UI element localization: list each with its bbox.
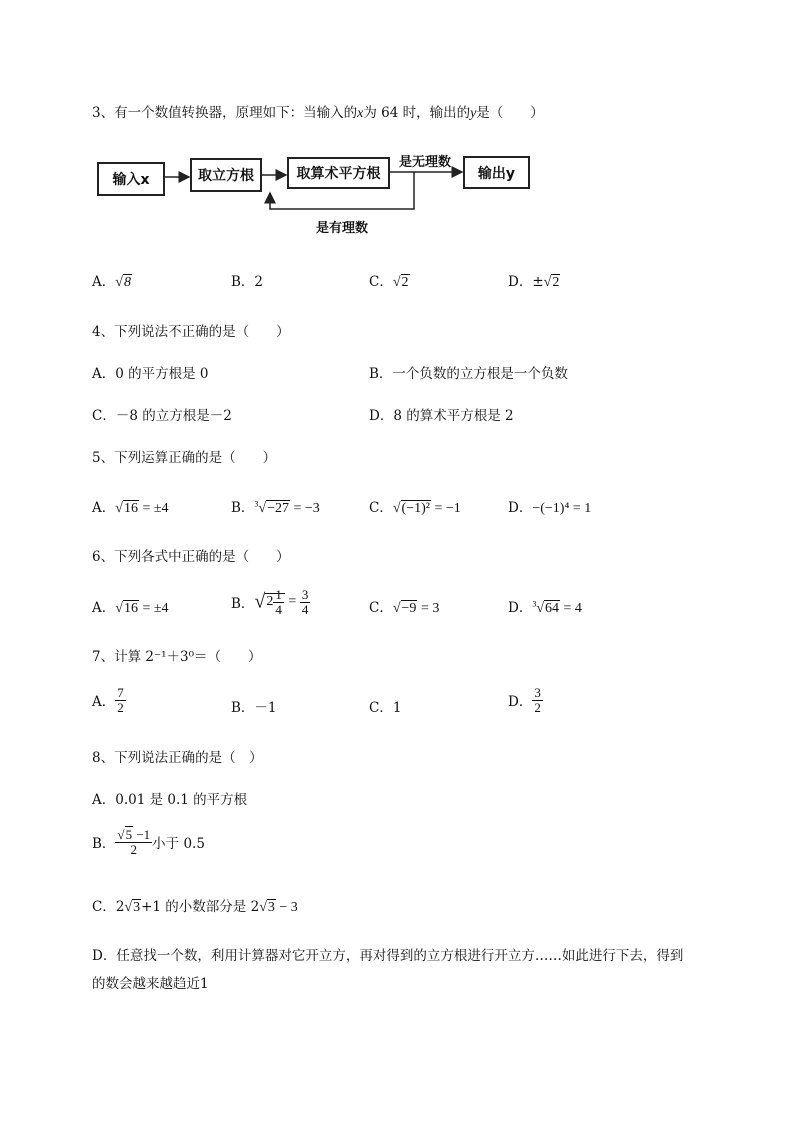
q3-option-c: C．√2 (369, 274, 409, 290)
q5-stem: 5、下列运算正确的是（ ） (92, 450, 277, 466)
q4-option-a: A．0 的平方根是 0 (92, 366, 209, 382)
q3-stem: 3、有一个数值转换器，原理如下：当输入的x为 64 时，输出的y是（ ） (92, 105, 544, 121)
q7-option-d: D． $\frac{3}{2}$ (508, 685, 541, 715)
q5-option-d: D．−(−1)⁴ = 1 (508, 500, 592, 516)
q4-option-d: D．8 的算术平方根是 2 (369, 408, 514, 424)
q5-option-b: B．$^3$√−27 = −3 (231, 499, 320, 516)
flow-arrows (0, 0, 794, 260)
q3-option-a: A．√8 (92, 274, 131, 290)
q8-option-c: C．2√3+1 的小数部分是 2√3 − 3 (92, 899, 298, 915)
q8-option-d-line2: 的数会越来越趋近1 (92, 976, 209, 992)
flow-diagram (0, 0, 794, 260)
q8-stem: 8、下列说法正确的是（ ） (92, 750, 263, 766)
flow-cube-root-box: 取立方根 (190, 158, 262, 192)
q3-option-d: D．±√2 (508, 274, 560, 290)
q7-option-a: A． $\frac{7}{2}$ (92, 685, 124, 715)
q6-option-a: A．√16 = ±4 (92, 600, 169, 616)
q8-option-a: A．0.01 是 0.1 的平方根 (92, 792, 248, 808)
q4-option-b: B．一个负数的立方根是一个负数 (369, 366, 568, 382)
q4-option-c: C．－8 的立方根是－2 (92, 408, 232, 424)
label-irrational: 是无理数 (399, 155, 452, 170)
label-rational: 是有理数 (316, 221, 369, 236)
q3-option-b: B．2 (231, 274, 264, 290)
q6-option-d: D．$^3$√64 = 4 (508, 599, 582, 616)
q5-option-c: C．√(−1)² = −1 (369, 500, 461, 516)
q7-stem: 7、计算 2⁻¹＋3⁰＝（ ） (92, 649, 262, 665)
q6-stem: 6、下列各式中正确的是（ ） (92, 549, 290, 565)
q7-option-b: B．－1 (231, 700, 277, 716)
q8-option-d-line1: D．任意找一个数，利用计算器对它开立方，再对得到的立方根进行开立方……如此进行下去，得到 (92, 948, 684, 964)
q6-option-c: C．√−9 = 3 (369, 600, 440, 616)
q7-option-c: C．1 (369, 700, 402, 716)
q4-stem: 4、下列说法不正确的是（ ） (92, 324, 290, 340)
q8-option-b: B． $\frac{√5 -1}{2}$ 小于 0.5 (92, 827, 205, 857)
q6-option-b: B．√2 $\frac{1}{4}$ = $\frac{3}{4}$ (231, 587, 309, 617)
q5-option-a: A．√16 = ±4 (92, 500, 169, 516)
flow-output-box: 输出y (463, 156, 530, 189)
flow-input-box: 输入x (97, 162, 165, 196)
flow-sqrt-box: 取算术平方根 (287, 157, 390, 189)
arrow-feedback-loop (270, 172, 414, 209)
